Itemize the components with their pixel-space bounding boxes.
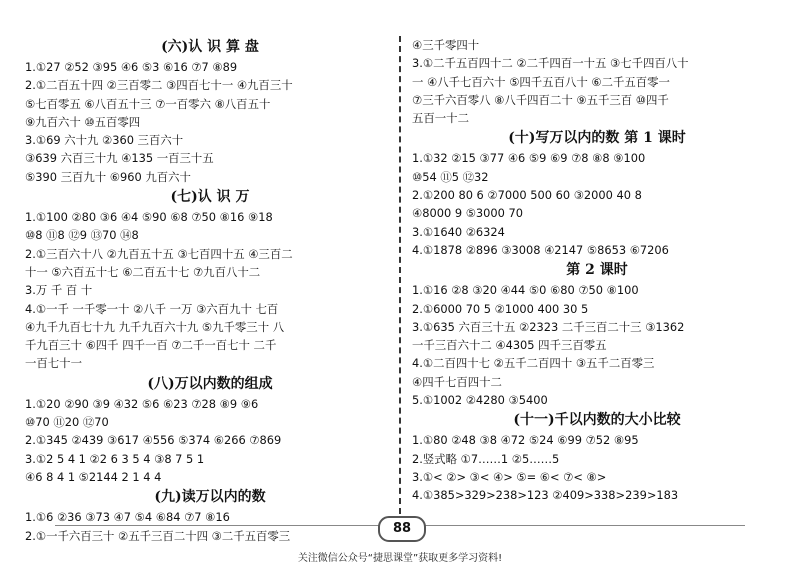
section-title-10-lesson-2: 第 2 课时 xyxy=(566,262,628,279)
page-number: 88 xyxy=(378,516,426,542)
answer-line: 2.①三百六十八 ②九百五十五 ③七百四十五 ④三百二 xyxy=(25,246,293,261)
answer-line: 1.①20 ②90 ③9 ④32 ⑤6 ⑥23 ⑦28 ⑧9 ⑨6 xyxy=(25,396,259,411)
answer-line: 2.①200 80 6 ②7000 500 60 ③2000 40 8 xyxy=(412,188,642,203)
answer-line: 千九百三十 ⑥四千 四千一百 ⑦二千一百七十 二千 xyxy=(25,338,277,353)
answer-line: ⑦三千六百零八 ⑧八千四百二十 ⑨五千三百 ⑩四千 xyxy=(412,92,669,107)
answer-line: 3.①2 5 4 1 ②2 6 3 5 4 ③8 7 5 1 xyxy=(25,451,205,466)
answer-line: 3.①二千五百四十二 ②二千四百一十五 ③七千四百八十 xyxy=(412,56,689,71)
answer-line: 2.竖式略 ①7……1 ②5……5 xyxy=(412,451,560,466)
answer-line: 2.①二百五十四 ②三百零二 ③四百七十一 ④九百三十 xyxy=(25,78,293,93)
answer-line: 3.①635 六百三十五 ②2323 二千三百二十三 ③1362 xyxy=(412,319,685,334)
answer-line: ⑩8 ⑪8 ⑫9 ⑬70 ⑭8 xyxy=(25,228,139,243)
answer-line: 2.①6000 70 5 ②1000 400 30 5 xyxy=(412,301,589,316)
answer-line: 3.①1640 ②6324 xyxy=(412,224,505,239)
answer-line: 3.万 千 百 十 xyxy=(25,283,93,298)
answer-line: 十一 ⑤六百五十七 ⑥二百五十七 ⑦九百八十二 xyxy=(25,264,261,279)
answer-line: ④四千七百四十二 xyxy=(412,374,502,389)
answer-line: 一千三百六十二 ④4305 四千三百零五 xyxy=(412,338,607,353)
answer-line: ④九千九百七十九 九千九百六十九 ⑤九千零三十 八 xyxy=(25,319,285,334)
right-column xyxy=(412,36,782,505)
answer-line: ⑩70 ⑪20 ⑫70 xyxy=(25,415,109,430)
answer-line: 一 ④八千七百六十 ⑤四千五百八十 ⑥二千五百零一 xyxy=(412,74,670,89)
answer-line: 1.①32 ②15 ③77 ④6 ⑤9 ⑥9 ⑦8 ⑧8 ⑨100 xyxy=(412,151,646,166)
answer-line: ③639 六百三十九 ④135 一百三十五 xyxy=(25,151,214,166)
section-title-8: (八)万以内数的组成 xyxy=(147,375,273,392)
answer-line: 4.①385>329>238>123 ②409>338>239>183 xyxy=(412,488,679,503)
left-column xyxy=(25,36,395,545)
answer-line: 5.①1002 ②4280 ③5400 xyxy=(412,393,548,408)
answer-line: ④6 8 4 1 ⑤2144 2 1 4 4 xyxy=(25,469,162,484)
section-title-6: (六)认 识 算 盘 xyxy=(161,39,259,55)
answer-line: 1.①6 ②36 ③73 ④7 ⑤4 ⑥84 ⑦7 ⑧16 xyxy=(25,510,230,525)
answer-line: ④8000 9 ⑤3000 70 xyxy=(412,206,524,221)
answer-line: ⑨九百六十 ⑩五百零四 xyxy=(25,114,141,129)
answer-line: 2.①一千六百三十 ②五千三百二十四 ③二千五百零三 xyxy=(25,528,291,543)
answer-line: 3.①69 六十九 ②360 三百六十 xyxy=(25,133,184,148)
answer-line: 2.①345 ②439 ③617 ④556 ⑤374 ⑥266 ⑦869 xyxy=(25,433,282,448)
answer-line: 4.①一千 一千零一十 ②八千 一万 ③六百九十 七百 xyxy=(25,301,279,316)
answer-line: 1.①100 ②80 ③6 ④4 ⑤90 ⑥8 ⑦50 ⑧16 ⑨18 xyxy=(25,210,273,225)
answer-line: 3.①< ②> ③< ④> ⑤= ⑥< ⑦< ⑧> xyxy=(412,469,607,484)
answer-line: 一百七十一 xyxy=(25,356,82,371)
footer-note: 关注微信公众号“捷思课堂”获取更多学习资料! xyxy=(297,553,503,564)
answer-line: ⑩54 ⑪5 ⑫32 xyxy=(412,169,489,184)
section-title-9: (九)读万以内的数 xyxy=(154,489,266,506)
answer-line: 1.①16 ②8 ③20 ④44 ⑤0 ⑥80 ⑦50 ⑧100 xyxy=(412,283,639,298)
answer-line: 五百一十二 xyxy=(412,111,469,126)
answer-line: 4.①二百四十七 ②五千二百四十 ③五千二百零三 xyxy=(412,356,655,371)
answer-line: 4.①1878 ②896 ③3008 ④2147 ⑤8653 ⑥7206 xyxy=(412,242,669,257)
answer-line: ⑤390 三百九十 ⑥960 九百六十 xyxy=(25,169,191,184)
answer-line: ④三千零四十 xyxy=(412,38,480,52)
answer-line: 1.①80 ②48 ③8 ④72 ⑤24 ⑥99 ⑦52 ⑧95 xyxy=(412,433,639,448)
answer-line: 1.①27 ②52 ③95 ④6 ⑤3 ⑥16 ⑦7 ⑧89 xyxy=(25,60,238,74)
column-divider xyxy=(399,36,401,514)
section-title-10: (十)写万以内的数 第 1 课时 xyxy=(508,130,686,147)
section-title-11: (十一)千以内数的大小比较 xyxy=(513,412,681,429)
section-title-7: (七)认 识 万 xyxy=(170,189,250,206)
answer-line: ⑤七百零五 ⑥八百五十三 ⑦一百零六 ⑧八百五十 xyxy=(25,96,271,111)
